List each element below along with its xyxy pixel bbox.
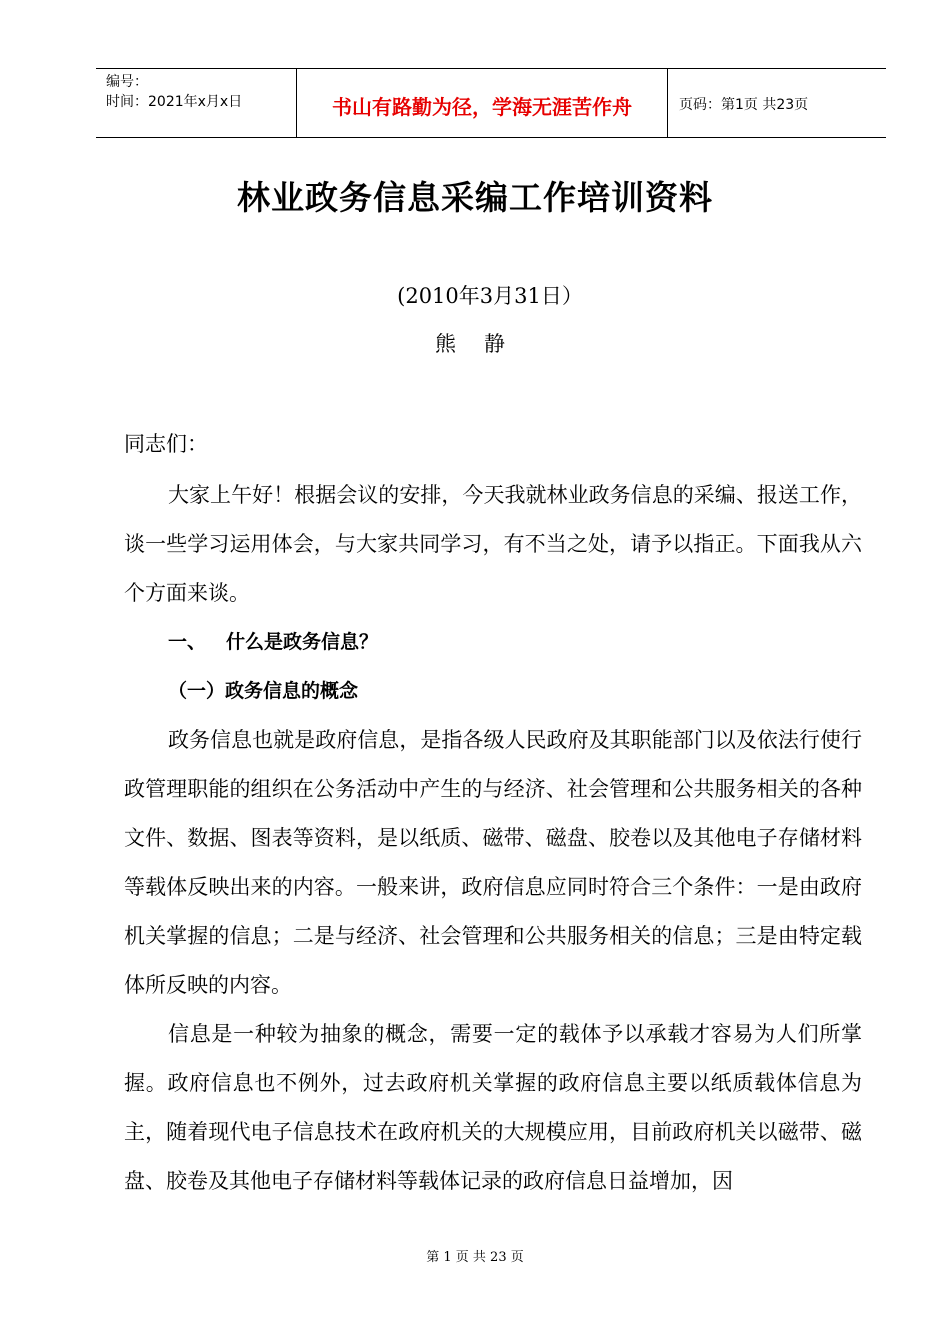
document-date: (2010年3月31日） [397, 284, 583, 308]
body-paragraph-1: 政务信息也就是政府信息，是指各级人民政府及其职能部门以及依法行使行政管理职能的组织在公务活动中产生的与经济、社会管理和公共服务相关的各种文件、数据、图表等资料，是以纸质、磁带、磁盘、胶卷以及其他电子存储材料等载体反映出来的内容。一般来讲，政府信息应同时符合三个条件：一是由政府机关掌握的信息；二是与经济、社会管理和公共服务相关的信息；三是由特定载体所反映的内容。 [124, 728, 862, 997]
document-title: 林业政务信息采编工作培训资料 [237, 178, 713, 217]
section-number: 一、 [168, 631, 207, 653]
header-page-info: 页码：第1页 共23页 [679, 97, 809, 113]
header-meta [96, 69, 296, 137]
page-header [96, 68, 886, 138]
section-heading [124, 618, 862, 667]
document-author: 熊静 [435, 332, 533, 356]
subsection-heading: （一）政务信息的概念 [168, 680, 359, 702]
body-paragraph-2: 信息是一种较为抽象的概念，需要一定的载体予以承载才容易为人们所掌握。政府信息也不例外，过去政府机关掌握的政府信息主要以纸质载体信息为主，随着现代电子信息技术在政府机关的大规模应用，目前政府机关以磁带、磁盘、胶卷及其他电子存储材料等载体记录的政府信息日益增加，因 [124, 1022, 862, 1193]
header-motto-cell [296, 69, 668, 137]
page-footer: 第 1 页 共 23 页 [426, 1250, 524, 1265]
document-body [124, 420, 862, 1206]
document-time-label: 时间：2021年x月x日 [106, 94, 243, 110]
salutation: 同志们： [124, 432, 208, 456]
intro-paragraph: 大家上午好！根据会议的安排，今天我就林业政务信息的采编、报送工作，谈一些学习运用体会，与大家共同学习，有不当之处，请予以指正。下面我从六个方面来谈。 [124, 483, 862, 605]
header-motto: 书山有路勤为径，学海无涯苦作舟 [332, 95, 632, 119]
section-title: 什么是政务信息？ [226, 631, 379, 653]
header-page-cell [667, 69, 886, 137]
document-number-label: 编号： [106, 74, 148, 90]
